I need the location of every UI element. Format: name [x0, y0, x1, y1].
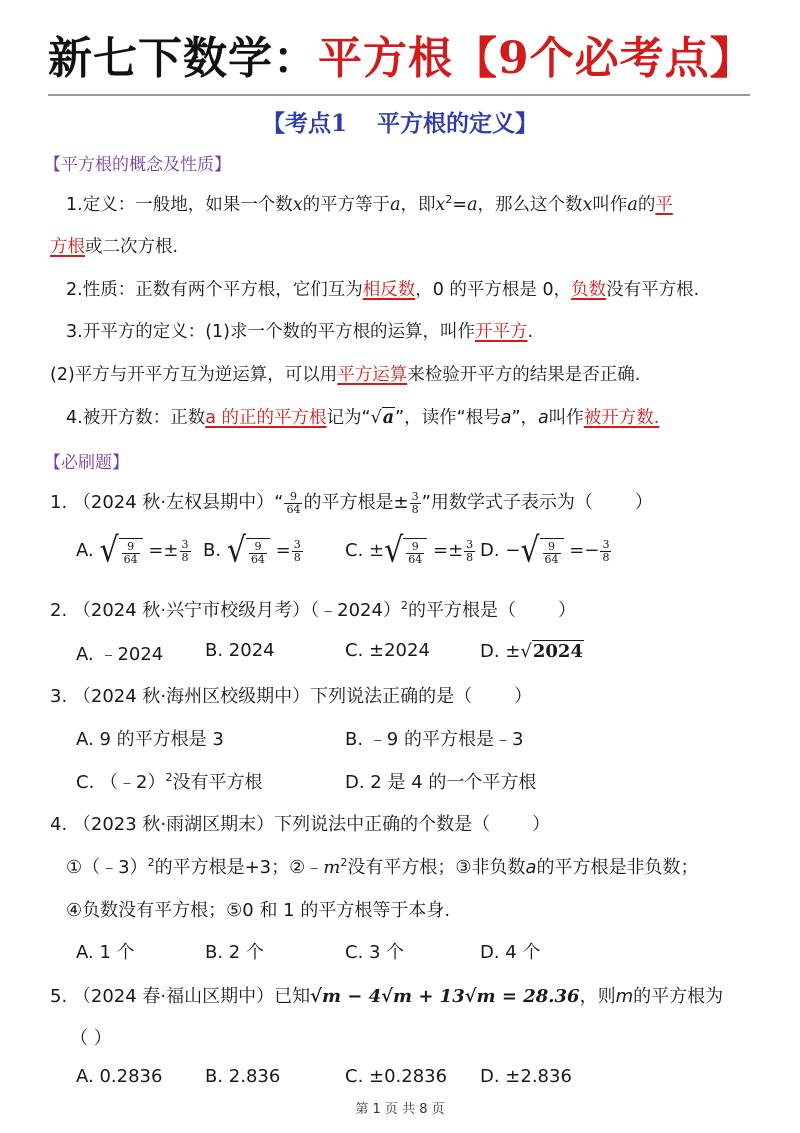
q1-option-c: C. ± √ $\frac{9}{64}$ =± $\frac{3}{8}$	[345, 530, 474, 571]
q4-option-a: A. 1 个	[76, 942, 135, 963]
page-title	[48, 22, 755, 86]
radicand-line: 4.被开方数：正数a 的正的平方根记为“ √ a ”，读作“根号a”，a叫作被开方数.	[66, 408, 660, 428]
page-footer: 第 1 页 共 8 页	[355, 1102, 445, 1117]
q1-stem: 1. （2024 秋·左权县期中）“ $\frac{9}{64}$ 的平方根是± $\frac{3}{8}$ ”用数学式子表示为（ ）	[50, 489, 653, 516]
kaodian-right: 平方根的定义】	[377, 110, 538, 137]
q1-option-b: B. √ $\frac{9}{64}$ = $\frac{3}{8}$	[203, 530, 301, 571]
keyword-radicand: 被开方数.	[583, 408, 660, 428]
title-part2: 平方根【9个必考点】	[318, 33, 755, 84]
definition-line-2: 方根或二次方根.	[50, 237, 179, 257]
keyword-opposite: 相反数	[362, 280, 416, 300]
definition-line-1: 1.定义：一般地，如果一个数x的平方等于a，即$x^2=a$，那么这个数x叫作a的平	[66, 193, 673, 215]
q5-option-b: B. 2.836	[205, 1066, 281, 1087]
kaodian-title	[0, 105, 800, 138]
q5-equation: √m − 4√m + 13√m = 28.36	[310, 986, 580, 1007]
must-do-header: 【必刷题】	[44, 453, 129, 473]
keyword-kaipingfang: 开平方	[474, 322, 528, 342]
q2-option-d: D. ± √ 2024	[480, 641, 583, 662]
keyword-pingfang: 平	[655, 195, 673, 215]
q1-option-a: A. √ $\frac{9}{64}$ =± $\frac{3}{8}$	[76, 530, 189, 571]
q2-stem: 2. （2024 秋·兴宁市校级月考）（﹣2024）$^2$的平方根是（ ）	[50, 599, 576, 621]
q2-option-b: B. 2024	[205, 640, 275, 661]
property-line: 2.性质：正数有两个平方根，它们互为相反数，0 的平方根是 0，负数没有平方根.	[66, 280, 700, 300]
q5-option-c: C. ±0.2836	[345, 1066, 448, 1087]
q3-option-c: C. （﹣2）$^2$没有平方根	[76, 771, 263, 793]
q4-stem: 4. （2023 秋·雨湖区期末）下列说法中正确的个数是（ ）	[50, 814, 551, 835]
q3-option-a: A. 9 的平方根是 3	[76, 729, 224, 750]
title-part1: 新七下数学：	[48, 33, 318, 84]
q5-option-a: A. 0.2836	[76, 1066, 163, 1087]
q4-statements-2: ④负数没有平方根；⑤0 和 1 的平方根等于本身.	[66, 900, 451, 921]
q3-stem: 3. （2024 秋·海州区校级期中）下列说法正确的是（ ）	[50, 686, 533, 707]
concept-section-header: 【平方根的概念及性质】	[44, 155, 231, 175]
sqrt-op-line-1: 3.开平方的定义：(1)求一个数的平方根的运算，叫作开平方.	[66, 322, 534, 342]
keyword-negative: 负数	[571, 280, 607, 300]
title-divider	[48, 94, 750, 96]
keyword-fanggen: 方根	[50, 237, 85, 257]
q3-option-d: D. 2 是 4 的一个平方根	[345, 772, 537, 793]
q4-option-b: B. 2 个	[205, 942, 264, 963]
kaodian-left: 【考点1	[261, 110, 347, 137]
q5-stem: 5. （2024 春·福山区期中）已知√m − 4√m + 13√m = 28.36，则m的平方根为	[50, 986, 724, 1007]
q5-option-d: D. ±2.836	[480, 1066, 572, 1087]
q2-option-a: A. ﹣2024	[76, 644, 164, 665]
q4-option-c: C. 3 个	[345, 942, 405, 963]
keyword-positive-root: a 的正的平方根	[205, 408, 327, 428]
q2-option-c: C. ±2024	[345, 640, 430, 661]
sqrt-op-line-2: (2)平方与开平方互为逆运算，可以用平方运算来检验开平方的结果是否正确.	[50, 365, 641, 385]
q3-option-b: B. ﹣9 的平方根是﹣3	[345, 729, 524, 750]
q4-option-d: D. 4 个	[480, 942, 541, 963]
q5-answer-paren: （ ）	[70, 1028, 112, 1049]
q1-option-d: D. − √ $\frac{9}{64}$ =− $\frac{3}{8}$	[480, 530, 610, 571]
keyword-square-op: 平方运算	[337, 365, 408, 385]
q4-statements-1: ①（﹣3）$^2$的平方根是+3；$②﹣m^2$没有平方根；③非负数a的平方根是非负数；	[66, 856, 699, 878]
